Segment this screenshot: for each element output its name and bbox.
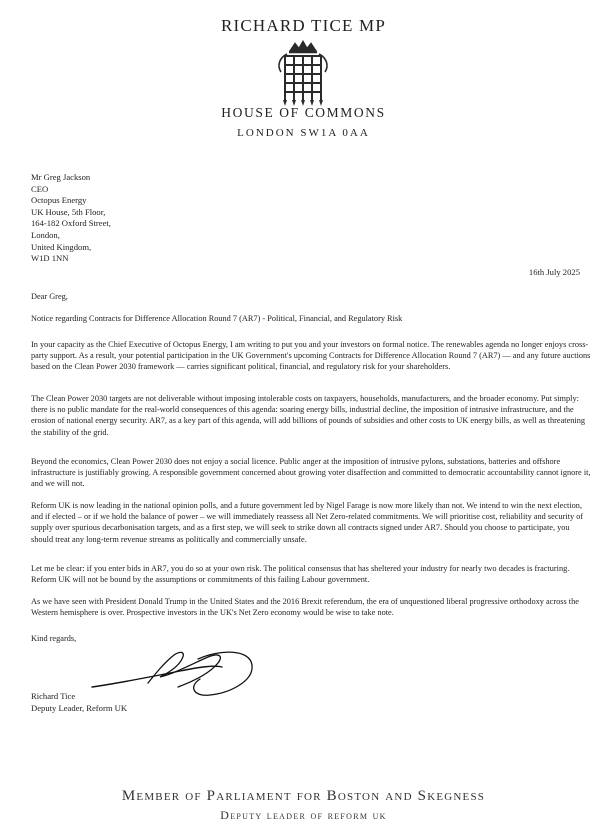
recipient-line: Octopus Energy bbox=[31, 195, 87, 206]
body-paragraph bbox=[31, 500, 591, 545]
paragraph-text: Beyond the economics, Clean Power 2030 does not enjoy a social licence. Public anger at the imposition of intrusive pylons, substations, batteries and offshore infrastructure is justifiably growing. A responsible government concerned about growing voter disaffection and committed to democratic accountability cannot ignore it, and we will not. bbox=[31, 457, 591, 489]
letterhead-name: RICHARD TICE MP bbox=[220, 16, 387, 35]
recipient-line: 164-182 Oxford Street, bbox=[31, 218, 111, 229]
recipient-line: CEO bbox=[31, 183, 49, 194]
recipient-line: United Kingdom, bbox=[31, 241, 92, 252]
signer-title: Deputy Leader, Reform UK bbox=[31, 702, 128, 713]
paragraph-text: In your capacity as the Chief Executive of Octopus Energy, I am writing to put you and your investors on formal notice. The renewables agenda no longer enjoys cross-party support. As a result, your potential participation in the UK Government's upcoming Contracts for Difference Allocation Round 7 (AR7) — and any future auctions based on the Clean Power 2030 framework — carries significant political, financial, and regulatory risk for your shareholders. bbox=[31, 340, 591, 372]
body-paragraph bbox=[31, 596, 591, 618]
footer-constituency: Member of Parliament for Boston and Skegness bbox=[121, 788, 486, 804]
letterhead-house: HOUSE OF COMMONS bbox=[221, 105, 386, 120]
letterhead-address: LONDON SW1A 0AA bbox=[237, 127, 370, 139]
signer-block bbox=[31, 691, 127, 714]
recipient-line: UK House, 5th Floor, bbox=[31, 206, 106, 217]
paragraph-text: Reform UK is now leading in the national opinion polls, and a future government led by Nigel Farage is now more likely than not. We intend to win the next election, and if elected – or if we hold the balance of power – we will immediately reassess all Net Zero-related commitments. We will prioritise cost, reliability and security of supply over spurious decarbonisation targets, and as a first step, we will seek to strike down all contracts signed under AR7. Should you choose to participate, you should treat any long-term revenue streams as politically and commercially unsafe. bbox=[31, 501, 584, 544]
subject-line: Notice regarding Contracts for Difference Allocation Round 7 (AR7) - Political, Financial, and Regulatory Risk bbox=[31, 314, 403, 323]
paragraph-text: The Clean Power 2030 targets are not deliverable without imposing intolerable costs on taxpayers, households, manufacturers, and the broader economy. Put simply: there is no public mandate for the real-world consequences of this agenda: soaring energy bills, industrial decline, the imposition of intrusive infrastructure, and the erosion of national energy security. AR7, as a key part of this agenda, will add billions of pounds of subsidies and other costs to UK energy bills, as well as threatening the stability of the grid. bbox=[31, 394, 586, 437]
recipient-line: London, bbox=[31, 229, 60, 240]
body-paragraph bbox=[31, 456, 591, 490]
paragraph-text: As we have seen with President Donald Trump in the United States and the 2016 Brexit referendum, the era of unquestioned liberal progressive orthodoxy across the Western hemisphere is over. Prospective investors in the UK's Net Zero economy would be wise to take note. bbox=[31, 597, 579, 618]
footer-role: Deputy leader of reform uk bbox=[220, 808, 387, 822]
recipient-line: Mr Greg Jackson bbox=[31, 172, 91, 182]
portcullis-icon bbox=[271, 40, 335, 112]
body-paragraph bbox=[31, 563, 591, 585]
closing: Kind regards, bbox=[31, 634, 77, 643]
paragraph-text: Let me be clear: if you enter bids in AR7, you do so at your own risk. The political consensus that has sheltered your industry for nearly two decades is fracturing. Reform UK will not be bound by the assumptions or commitments of this failing Labour government. bbox=[31, 564, 570, 585]
recipient-line: W1D 1NN bbox=[31, 253, 69, 264]
salutation: Dear Greg, bbox=[31, 292, 68, 301]
letter-date: 16th July 2025 bbox=[528, 267, 580, 277]
signer-name: Richard Tice bbox=[31, 691, 76, 701]
recipient-address-block bbox=[31, 172, 111, 265]
body-paragraph bbox=[31, 393, 591, 438]
body-paragraph bbox=[31, 339, 591, 373]
